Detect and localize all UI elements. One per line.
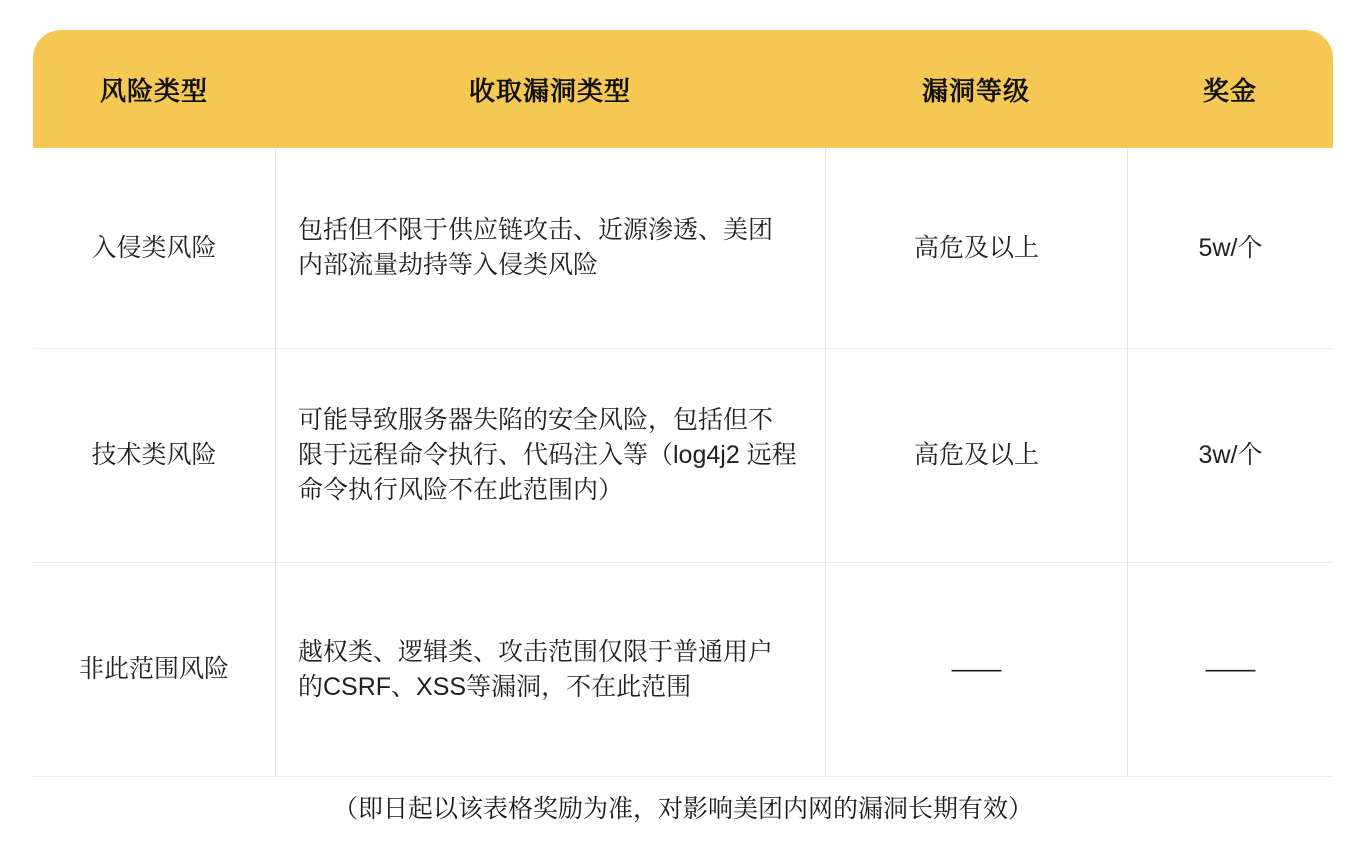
cell-level: 高危及以上: [825, 349, 1127, 562]
header-cell-bonus: 奖金: [1202, 75, 1257, 106]
vulnerability-bounty-table: [33, 30, 1333, 777]
cell-bonus: 5w/个: [1127, 148, 1333, 348]
cell-vuln-types: 可能导致服务器失陷的安全风险，包括但不限于远程命令执行、代码注入等（log4j2 远程命令执行风险不在此范围内）: [275, 349, 825, 562]
cell-level: 高危及以上: [825, 148, 1127, 348]
cell-bonus: 3w/个: [1127, 349, 1333, 562]
cell-risk-type: 技术类风险: [91, 441, 217, 469]
table-row: [33, 148, 1333, 348]
cell-vuln-types: 包括但不限于供应链攻击、近源渗透、美团内部流量劫持等入侵类风险: [275, 148, 825, 348]
table-row: [33, 348, 1333, 562]
table-row: [33, 562, 1333, 776]
cell-risk-type: 入侵类风险: [91, 233, 217, 262]
header-cell-level: 漏洞等级: [921, 75, 1030, 106]
cell-bonus: ——: [1127, 563, 1333, 776]
table-body: [33, 148, 1333, 777]
header-cell-risk-type: 风险类型: [99, 75, 208, 106]
cell-vuln-types: 越权类、逻辑类、攻击范围仅限于普通用户的CSRF、XSS等漏洞，不在此范围: [275, 563, 825, 776]
header-cell-vuln-types: 收取漏洞类型: [468, 75, 631, 106]
table-header-row: [33, 30, 1333, 148]
cell-risk-type: 非此范围风险: [78, 655, 229, 683]
table-footnote: （即日起以该表格奖励为准，对影响美团内网的漏洞长期有效）: [332, 795, 1033, 823]
cell-level: ——: [825, 563, 1127, 776]
